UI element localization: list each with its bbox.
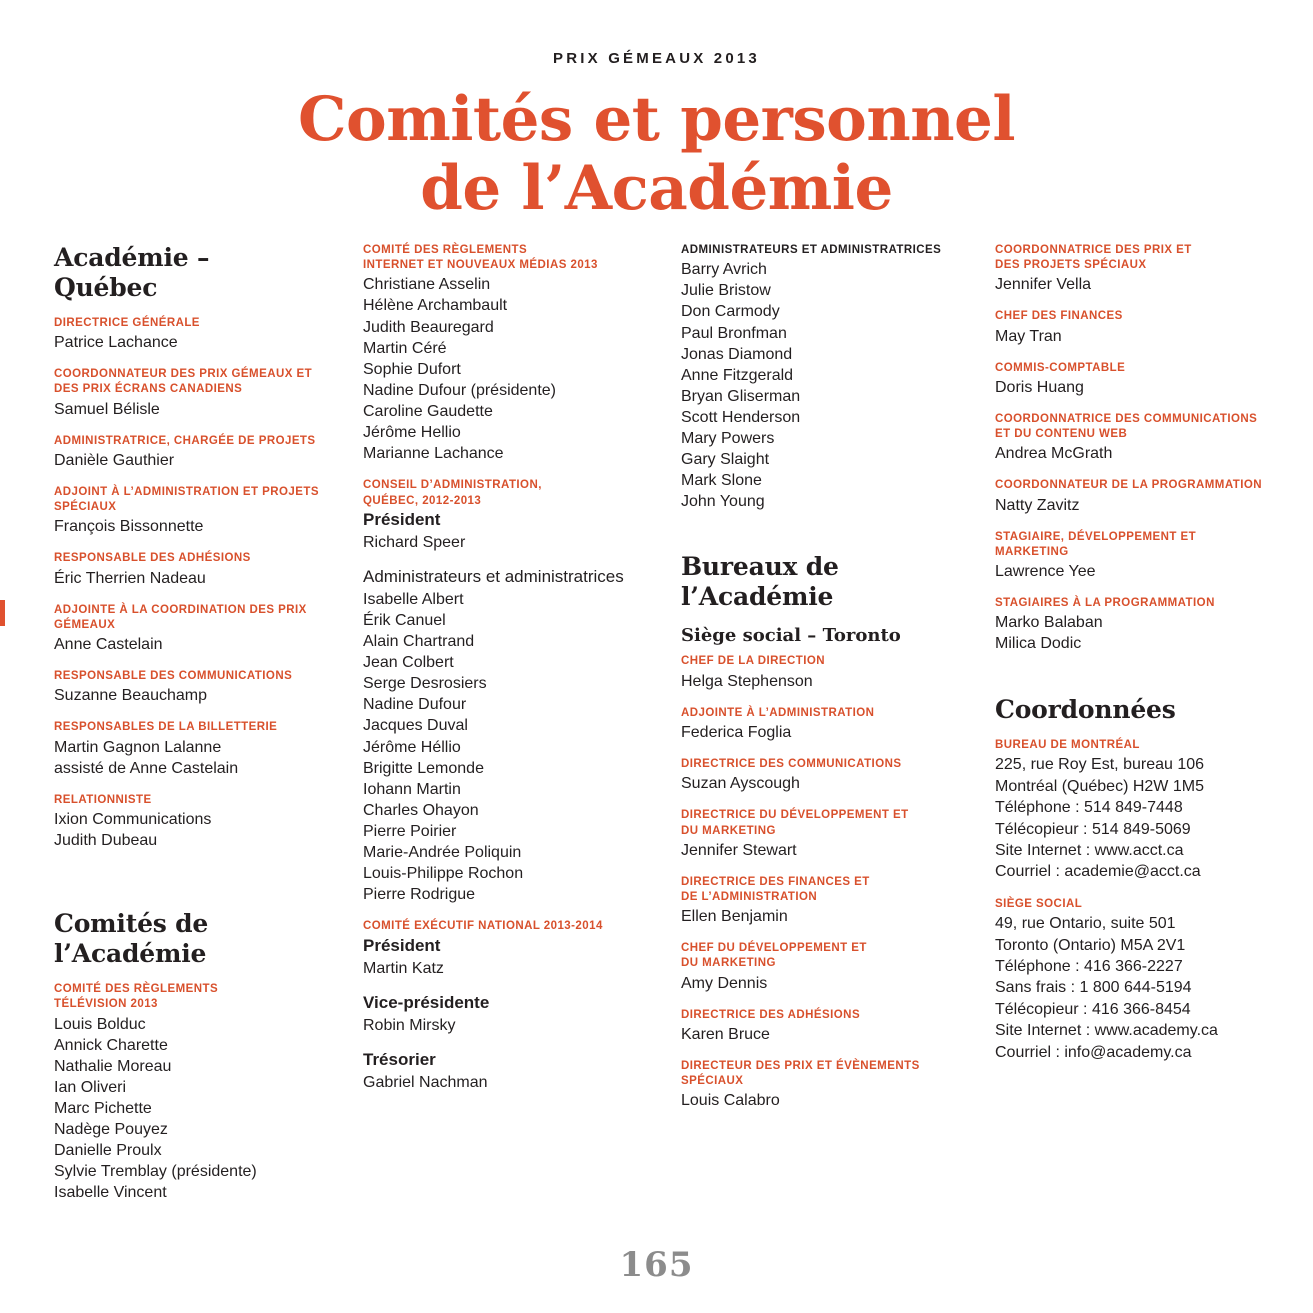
entry-name: Judith Beauregard	[363, 318, 494, 336]
entry-name: John Young	[681, 493, 765, 511]
section-heading-bureaux	[681, 552, 966, 611]
page-number: 165	[619, 1245, 694, 1285]
entry-name: Mary Powers	[681, 430, 775, 448]
entry-name: Télécopieur : 514 849-5069	[995, 820, 1191, 838]
group-list-col1-b	[54, 982, 339, 1203]
content-group	[681, 654, 966, 691]
entry-name: Mark Slone	[681, 472, 762, 490]
entry-name: Julie Bristow	[681, 282, 771, 300]
section-heading-line-1: Académie –	[54, 243, 210, 272]
entry-name: Marko Balaban	[995, 614, 1103, 632]
entry-name: Annick Charette	[54, 1036, 168, 1054]
group-heading: DIRECTRICE GÉNÉRALE	[54, 317, 200, 329]
group-heading: CONSEIL D’ADMINISTRATION, QUÉBEC, 2012-2013	[363, 479, 542, 507]
spacer	[681, 526, 966, 552]
column-comites-reglements	[363, 243, 663, 1107]
entry-name: Isabelle Albert	[363, 590, 464, 608]
content-group	[54, 720, 339, 778]
group-heading: BUREAU DE MONTRÉAL	[995, 739, 1140, 752]
content-group	[681, 706, 966, 743]
page-title	[0, 84, 1313, 224]
column-coordonnees	[995, 243, 1265, 1077]
group-heading: CHEF DES FINANCES	[995, 310, 1123, 323]
entry-name: Gabriel Nachman	[363, 1073, 488, 1091]
entry-name: Gary Slaight	[681, 451, 770, 469]
entry-name: Jérôme Héllio	[363, 738, 461, 756]
content-group	[995, 309, 1265, 346]
entry-name: Marc Pichette	[54, 1100, 152, 1118]
entry-name: Patrice Lachance	[54, 334, 178, 352]
group-heading: DIRECTRICE DES FINANCES ET DE L’ADMINISTRATION	[681, 875, 870, 903]
entry-name: Caroline Gaudette	[363, 403, 493, 420]
section-subheading-siege-social: Siège social – Toronto	[681, 625, 901, 647]
group-heading: STAGIAIRE, DÉVELOPPEMENT ET MARKETING	[995, 530, 1197, 558]
entry-name: Amy Dennis	[681, 974, 768, 992]
group-heading: COMITÉ DES RÈGLEMENTS INTERNET ET NOUVEAUX MÉDIAS 2013	[363, 244, 598, 272]
entry-name: Don Carmody	[681, 303, 780, 321]
entry-name: 225, rue Roy Est, bureau 106	[995, 756, 1205, 774]
section-heading-line-2: l’Académie	[681, 581, 834, 611]
entry-name: Sylvie Tremblay (présidente)	[54, 1163, 257, 1181]
group-heading: CHEF DE LA DIRECTION	[681, 655, 826, 668]
group-heading: RESPONSABLE DES ADHÉSIONS	[54, 552, 251, 565]
entry-name: Érik Canuel	[363, 611, 446, 629]
content-group	[681, 808, 966, 860]
entry-name: Samuel Bélisle	[54, 400, 160, 418]
content-group	[363, 567, 663, 906]
entry-name: Danielle Proulx	[54, 1142, 162, 1160]
page-title-line-2: de l’Académie	[420, 153, 893, 224]
entry-name: Nadège Pouyez	[54, 1121, 168, 1139]
entry-name: Anne Fitzgerald	[681, 366, 794, 384]
entry-name: Ellen Benjamin	[681, 908, 788, 926]
entry-name: Iohann Martin	[363, 780, 461, 798]
group-list-col4-b	[995, 738, 1265, 1063]
content-group	[363, 478, 663, 552]
content-group	[681, 757, 966, 794]
entry-name: 49, rue Ontario, suite 501	[995, 915, 1176, 933]
group-heading: RELATIONNISTE	[54, 793, 152, 806]
content-group	[995, 596, 1265, 654]
entry-name: Robin Mirsky	[363, 1016, 456, 1034]
content-group	[995, 738, 1265, 883]
content-group	[54, 982, 339, 1203]
column-administrateurs	[681, 243, 966, 1125]
content-group	[995, 412, 1265, 464]
entry-name: Paul Bronfman	[681, 324, 787, 342]
entry-name: Louis-Philippe Rochon	[363, 865, 524, 883]
spacer	[54, 865, 339, 909]
group-heading-plain: Administrateurs et administratrices	[363, 566, 624, 586]
entry-name: Téléphone : 514 849-7448	[995, 799, 1183, 817]
section-heading-coordonnees: Coordonnées	[995, 694, 1176, 724]
group-heading: SIÈGE SOCIAL	[995, 897, 1083, 910]
group-list-col3	[681, 243, 966, 512]
content-group	[681, 941, 966, 993]
entry-name: Martin Katz	[363, 959, 444, 977]
section-heading-line-2: Québec	[54, 272, 158, 302]
section-heading-line-1: Comités de	[54, 909, 209, 939]
content-group	[681, 243, 966, 512]
group-heading: ADMINISTRATRICE, CHARGÉE DE PROJETS	[54, 434, 316, 447]
group-list-col1	[54, 316, 339, 851]
entry-name: Judith Dubeau	[54, 832, 158, 850]
entry-name: Toronto (Ontario) M5A 2V1	[995, 936, 1186, 954]
entry-name: Jonas Diamond	[681, 345, 793, 363]
group-subheading: Président	[363, 935, 441, 955]
content-group	[363, 919, 663, 978]
entry-name: Barry Avrich	[681, 261, 767, 279]
entry-name: Jacques Duval	[363, 717, 468, 735]
entry-name: Courriel : info@academy.ca	[995, 1043, 1192, 1061]
content-group	[995, 530, 1265, 582]
entry-name: Natty Zavitz	[995, 496, 1080, 514]
content-group	[681, 1059, 966, 1111]
group-subheading: Président	[363, 509, 441, 529]
group-heading: DIRECTRICE DES ADHÉSIONS	[681, 1008, 861, 1021]
entry-name: Karen Bruce	[681, 1025, 770, 1043]
entry-name: Bryan Gliserman	[681, 387, 801, 405]
entry-name: Télécopieur : 416 366-8454	[995, 1000, 1191, 1018]
group-heading: COMMIS-COMPTABLE	[995, 361, 1126, 374]
content-group	[681, 1008, 966, 1045]
entry-name: Scott Henderson	[681, 408, 801, 426]
entry-name: Courriel : academie@acct.ca	[995, 863, 1201, 881]
content-group	[363, 243, 663, 464]
entry-name: Christiane Asselin	[363, 276, 491, 294]
entry-name: Lawrence Yee	[995, 563, 1096, 581]
content-group	[54, 485, 339, 537]
entry-name: Hélène Archambault	[363, 297, 508, 315]
content-group	[363, 1050, 663, 1093]
entry-name: assisté de Anne Castelain	[54, 759, 239, 777]
group-heading: ADJOINT À L’ADMINISTRATION ET PROJETS SPÉCIAUX	[54, 486, 319, 514]
entry-name: Sophie Dufort	[363, 360, 461, 378]
content-columns	[0, 243, 1313, 1233]
document-kicker: PRIX GÉMEAUX 2013	[553, 50, 760, 67]
entry-name: Jennifer Stewart	[681, 841, 797, 859]
entry-name: Serge Desrosiers	[363, 675, 487, 693]
group-heading: RESPONSABLE DES COMMUNICATIONS	[54, 670, 293, 683]
entry-name: Sans frais : 1 800 644-5194	[995, 979, 1192, 997]
content-group	[995, 897, 1265, 1063]
group-heading: COORDONNATEUR DES PRIX GÉMEAUX ET DES PRIX ÉCRANS CANADIENS	[54, 368, 313, 396]
group-heading: STAGIAIRES À LA PROGRAMMATION	[995, 597, 1215, 610]
entry-name: Brigitte Lemonde	[363, 759, 484, 777]
entry-name: Jennifer Vella	[995, 276, 1092, 294]
entry-name: François Bissonnette	[54, 518, 204, 536]
entry-name: Ian Oliveri	[54, 1078, 127, 1096]
group-heading: RESPONSABLES DE LA BILLETTERIE	[54, 721, 278, 734]
entry-name: Ixion Communications	[54, 811, 212, 829]
group-heading: CHEF DU DÉVELOPPEMENT ET DU MARKETING	[681, 942, 867, 970]
content-group	[54, 367, 339, 419]
group-heading: ADJOINTE À L’ADMINISTRATION	[681, 706, 875, 719]
entry-name: Montréal (Québec) H2W 1M5	[995, 777, 1204, 795]
content-group	[681, 875, 966, 927]
entry-name: Suzan Ayscough	[681, 775, 800, 793]
entry-name: Pierre Rodrigue	[363, 886, 476, 904]
group-subheading: Trésorier	[363, 1049, 436, 1069]
content-group	[54, 551, 339, 588]
entry-name: Louis Calabro	[681, 1092, 780, 1110]
entry-name: Martin Céré	[363, 339, 447, 357]
entry-name: Isabelle Vincent	[54, 1184, 167, 1202]
page-title-line-1: Comités et personnel	[297, 84, 1016, 155]
group-heading: ADJOINTE À LA COORDINATION DES PRIX GÉMEAUX	[54, 603, 307, 631]
entry-name: Alain Chartrand	[363, 633, 475, 650]
group-heading: COMITÉ EXÉCUTIF NATIONAL 2013-2014	[363, 920, 603, 933]
entry-name: Andrea McGrath	[995, 445, 1113, 463]
section-heading-comites	[54, 909, 339, 968]
spacer	[995, 669, 1265, 695]
group-heading: DIRECTEUR DES PRIX ET ÉVÈNEMENTS SPÉCIAUX	[681, 1059, 920, 1088]
entry-name: Suzanne Beauchamp	[54, 687, 207, 705]
entry-name: Danièle Gauthier	[54, 451, 175, 469]
entry-name: Louis Bolduc	[54, 1015, 146, 1033]
entry-name: Nathalie Moreau	[54, 1057, 172, 1075]
content-group	[54, 316, 339, 353]
content-group	[995, 478, 1265, 515]
entry-name: Téléphone : 416 366-2227	[995, 957, 1183, 975]
entry-name: Doris Huang	[995, 378, 1084, 396]
entry-name: Nadine Dufour (présidente)	[363, 381, 556, 399]
entry-name: Richard Speer	[363, 533, 466, 551]
group-subheading: Vice-présidente	[363, 992, 490, 1012]
entry-name: Helga Stephenson	[681, 672, 813, 690]
entry-name: Marianne Lachance	[363, 445, 504, 463]
column-academie-quebec	[54, 243, 339, 1218]
content-group	[995, 361, 1265, 398]
content-group	[54, 669, 339, 706]
group-heading: COMITÉ DES RÈGLEMENTS TÉLÉVISION 2013	[54, 983, 219, 1011]
entry-name: Site Internet : www.academy.ca	[995, 1022, 1218, 1040]
group-list-col4	[995, 243, 1265, 655]
entry-name: Charles Ohayon	[363, 801, 479, 819]
entry-name: Site Internet : www.acct.ca	[995, 842, 1184, 860]
group-heading: DIRECTRICE DU DÉVELOPPEMENT ET DU MARKETING	[681, 809, 909, 837]
entry-name: Marie-Andrée Poliquin	[363, 844, 522, 862]
entry-name: Federica Foglia	[681, 723, 792, 741]
group-heading: DIRECTRICE DES COMMUNICATIONS	[681, 758, 902, 771]
content-group	[995, 243, 1265, 295]
entry-name: Milica Dodic	[995, 635, 1082, 653]
section-heading-line-1: Bureaux de	[681, 552, 839, 582]
entry-name: Martin Gagnon Lalanne	[54, 738, 222, 756]
content-group	[54, 603, 339, 655]
content-group	[54, 793, 339, 851]
entry-name: May Tran	[995, 327, 1062, 345]
group-heading: COORDONNATRICE DES PRIX ET DES PROJETS SPÉCIAUX	[995, 244, 1192, 272]
group-heading: COORDONNATRICE DES COMMUNICATIONS ET DU CONTENU WEB	[995, 413, 1258, 441]
content-group	[54, 434, 339, 471]
section-heading-academie-quebec	[54, 243, 339, 302]
entry-name: Jean Colbert	[363, 654, 454, 672]
group-list-col2	[363, 243, 663, 1093]
group-list-col3-b	[681, 654, 966, 1111]
section-heading-line-2: l’Académie	[54, 938, 207, 968]
entry-name: Jérôme Hellio	[363, 424, 461, 442]
entry-name: Pierre Poirier	[363, 822, 457, 840]
content-group	[363, 993, 663, 1036]
group-heading: COORDONNATEUR DE LA PROGRAMMATION	[995, 479, 1262, 492]
group-heading: ADMINISTRATEURS ET ADMINISTRATRICES	[681, 244, 942, 256]
entry-name: Anne Castelain	[54, 636, 163, 654]
entry-name: Éric Therrien Nadeau	[54, 569, 206, 587]
entry-name: Nadine Dufour	[363, 696, 467, 714]
